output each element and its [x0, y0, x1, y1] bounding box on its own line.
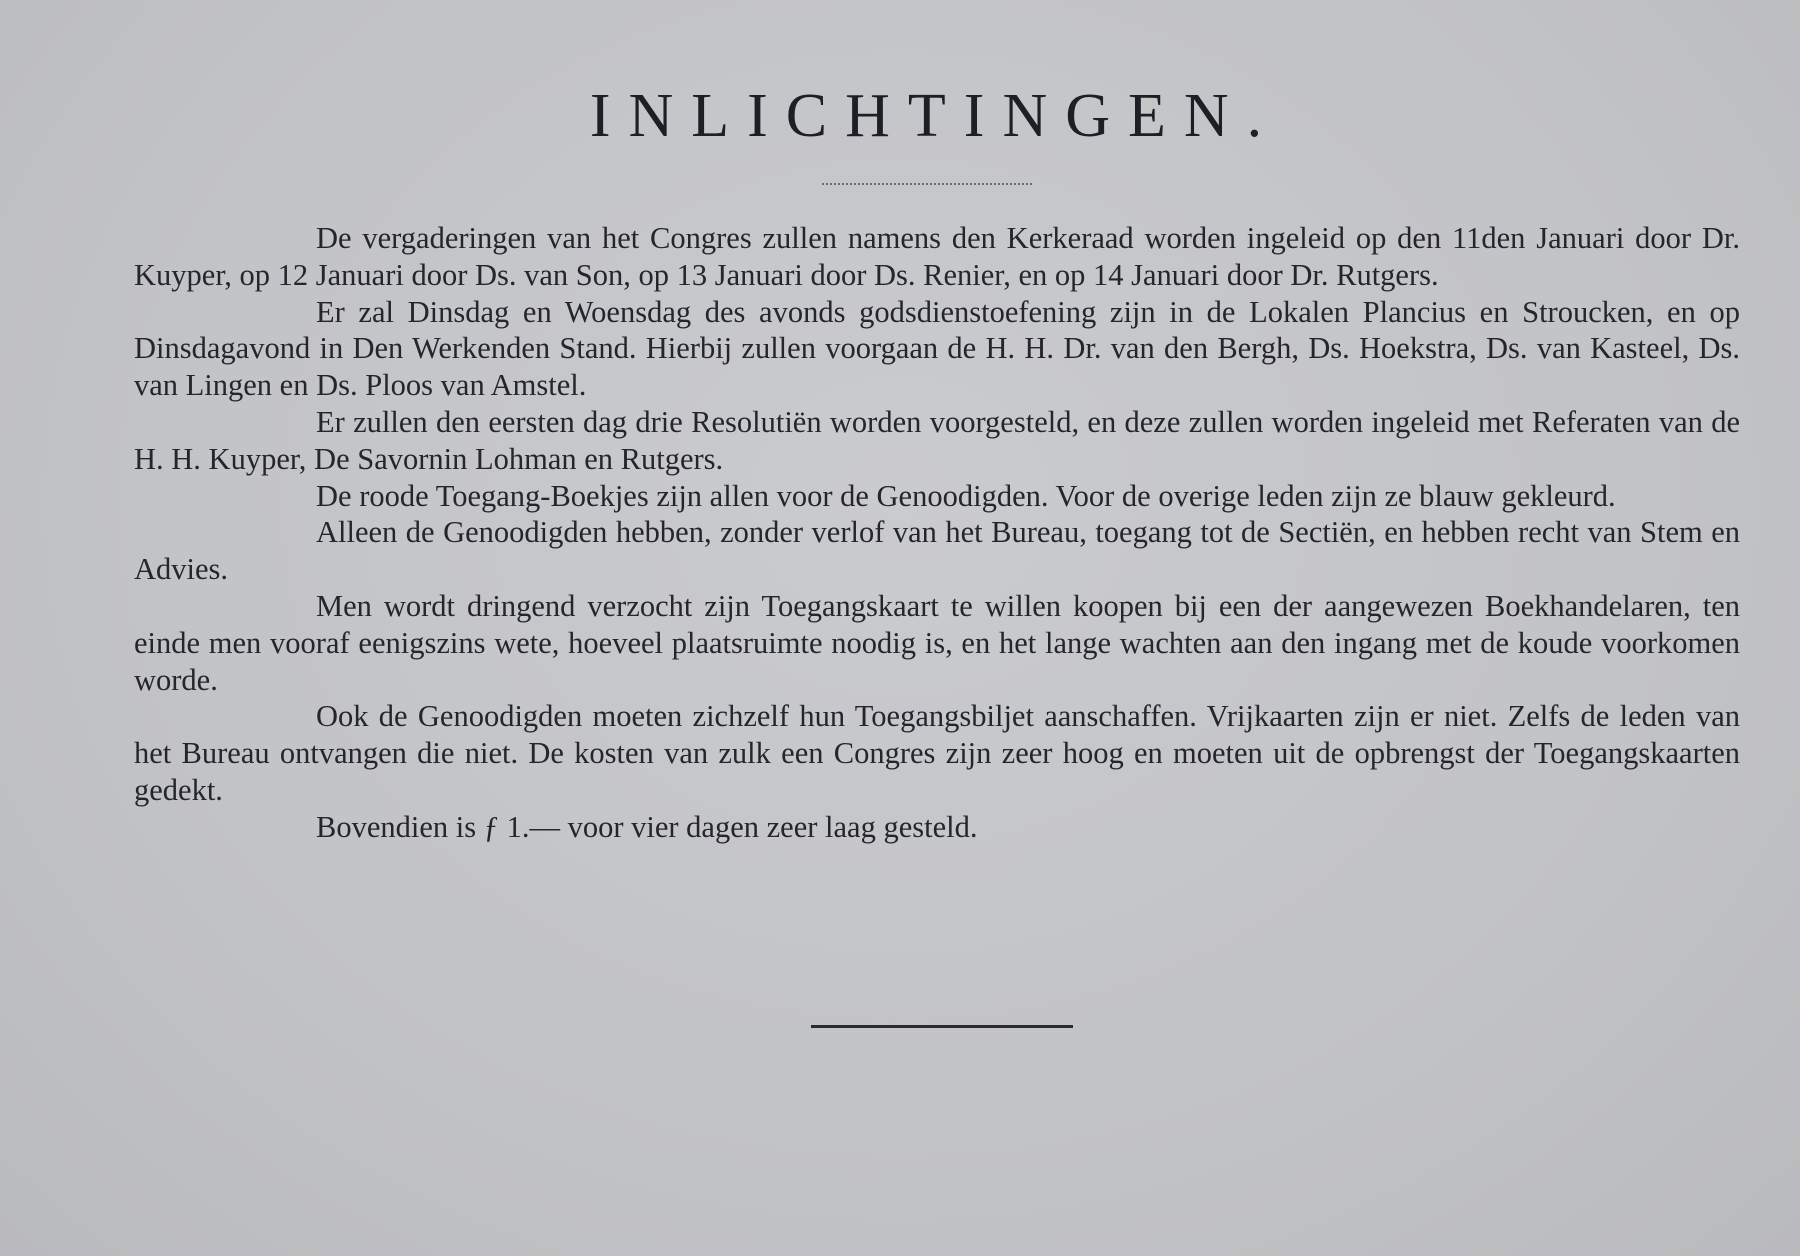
page-title: INLICHTINGEN. — [589, 82, 1281, 150]
paragraph-tickets: Men wordt dringend verzocht zijn Toegangskaart te willen koopen bij een der aangewezen Boekhandelaren, ten einde men vooraf eenigszins wete, hoeveel plaatsruimte noodig is, en het lange wachten aan den ingang met de koude voorkomen worde. — [134, 588, 1740, 697]
paragraph-price: Bovendien is ƒ 1.— voor vier dagen zeer laag gesteld. — [316, 809, 978, 844]
title-ornament-divider — [822, 183, 1032, 185]
paragraph-booklets: De roode Toegang-Boekjes zijn allen voor de Genoodigden. Voor de overige leden zijn ze blauw gekleurd. — [316, 478, 1616, 513]
closing-rule — [811, 1025, 1073, 1028]
paragraph-resolutions: Er zullen den eersten dag drie Resolutiën worden voorgesteld, en deze zullen worden ingeleid met Referaten van de H. H. Kuyper, De Savornin Lohman en Rutgers. — [134, 404, 1740, 476]
paragraph-invitees: Ook de Genoodigden moeten zichzelf hun Toegangsbiljet aanschaffen. Vrijkaarten zijn er niet. Zelfs de leden van het Bureau ontvangen die niet. De kosten van zulk een Congres zijn zeer hoog en moeten uit de opbrengst der Toegangskaarten gedekt. — [134, 699, 1740, 807]
paragraph-services: Er zal Dinsdag en Woensdag des avonds godsdienstoefening zijn in de Lokalen Plancius en Stroucken, en op Dinsdagavond in Den Werkenden Stand. Hierbij zullen voorgaan de H. H. Dr. van den Bergh, Ds. Hoekstra, Ds. van Kasteel, Ds. van Lingen en Ds. Ploos van Amstel. — [134, 294, 1740, 403]
paragraph-meetings: De vergaderingen van het Congres zullen namens den Kerkeraad worden ingeleid op den 11den Januari door Dr. Kuyper, op 12 Januari door Ds. van Son, op 13 Januari door Ds. Renier, en op 14 Januari door Dr. Rutgers. — [134, 221, 1740, 292]
paragraph-sections: Alleen de Genoodigden hebben, zonder verlof van het Bureau, toegang tot de Sectiën, en hebben recht van Stem en Advies. — [134, 515, 1740, 587]
body-text — [134, 220, 1740, 846]
